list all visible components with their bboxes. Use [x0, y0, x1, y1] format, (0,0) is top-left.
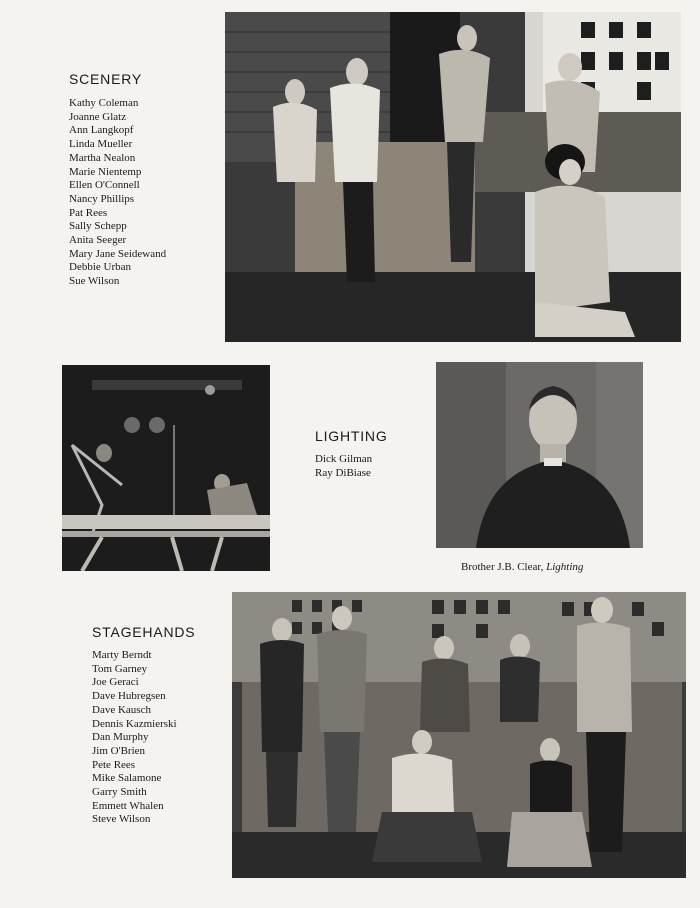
crew-member-name: Kathy Coleman	[69, 97, 139, 109]
crew-member-name: Pete Rees	[92, 758, 136, 771]
crew-member-name: Emmett Whalen	[92, 799, 164, 812]
crew-member-name: Ann Langkopf	[69, 124, 134, 137]
crew-member-name: Garry Smith	[92, 786, 147, 799]
portrait-caption	[461, 561, 583, 573]
crew-member-name: Mike Salamone	[92, 772, 162, 785]
lighting-crew-photo	[62, 365, 270, 571]
stagehands-crew-photo	[232, 592, 686, 878]
portrait-caption-role: Lighting	[546, 561, 584, 573]
crew-member-name: Joanne Glatz	[69, 110, 127, 123]
crew-member-name: Dennis Kazmierski	[92, 717, 177, 730]
crew-member-name: Linda Mueller	[69, 138, 133, 151]
scenery-crew-photo	[225, 12, 681, 342]
crew-member-name: Tom Garney	[92, 662, 148, 675]
crew-member-name: Anita Seeger	[69, 234, 127, 247]
crew-member-name: Joe Geraci	[92, 676, 139, 689]
crew-member-name: Dave Hubregsen	[92, 690, 166, 703]
crew-member-name: Marie Nientemp	[69, 165, 142, 178]
lighting-name-list	[315, 453, 372, 480]
stagehands-heading: STAGEHANDS	[92, 624, 196, 640]
crew-member-name: Dan Murphy	[92, 731, 149, 744]
crew-member-name: Martha Nealon	[69, 151, 136, 164]
crew-member-name: Pat Rees	[69, 206, 108, 219]
crew-member-name: Ellen O'Connell	[69, 179, 140, 192]
crew-member-name: Debbie Urban	[69, 261, 132, 274]
crew-member-name: Jim O'Brien	[92, 744, 146, 757]
crew-member-name: Nancy Phillips	[69, 192, 135, 205]
stagehands-name-list	[92, 649, 177, 827]
crew-member-name: Sue Wilson	[69, 275, 120, 288]
crew-member-name: Ray DiBiase	[315, 466, 371, 479]
portrait-caption-name: Brother J.B. Clear,	[461, 561, 544, 573]
crew-member-name: Dick Gilman	[315, 453, 373, 465]
crew-member-name: Dave Kausch	[92, 703, 151, 716]
crew-member-name: Mary Jane Seidewand	[69, 247, 167, 260]
scenery-name-list	[69, 97, 166, 289]
brother-clear-portrait	[436, 362, 643, 548]
crew-member-name: Marty Berndt	[92, 649, 152, 661]
lighting-heading: LIGHTING	[315, 428, 388, 444]
scenery-heading: SCENERY	[69, 71, 143, 87]
crew-member-name: Sally Schepp	[69, 220, 127, 233]
crew-member-name: Steve Wilson	[92, 813, 151, 826]
